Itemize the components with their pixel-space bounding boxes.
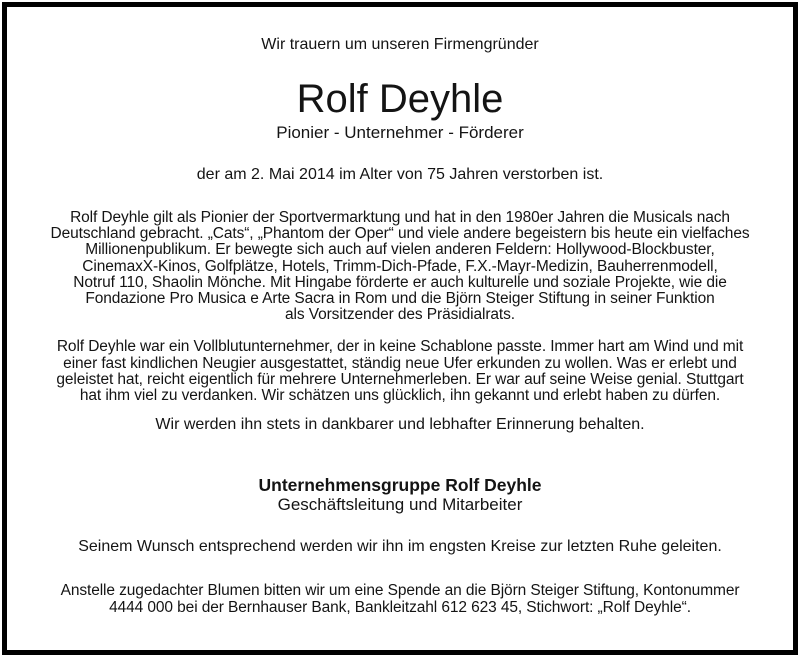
farewell-line: Seinem Wunsch entsprechend werden wir ihn im engsten Kreise zur letzten Ruhe geleiten. <box>78 538 722 556</box>
paragraph-line: Rolf Deyhle war ein Vollblutunternehmer, der in keine Schablone passte. Immer hart am Wind und mit <box>56 338 744 356</box>
death-date-line: der am 2. Mai 2014 im Alter von 75 Jahren verstorben ist. <box>196 166 604 183</box>
obituary-content <box>7 7 793 650</box>
paragraph-line: hat ihm viel zu verdanken. Wir schätzen uns glücklich, ihn gekannt und erlebt haben zu dürfen. <box>79 387 721 405</box>
paragraph-line: Fondazione Pro Musica e Arte Sacra in Rom und die Björn Steiger Stiftung in seiner Funktion <box>85 290 715 308</box>
signature-company: Unternehmensgruppe Rolf Deyhle <box>258 475 542 496</box>
paragraph-line: CinemaxX-Kinos, Golfplätze, Hotels, Trimm-Dich-Pfade, F.X.-Mayr-Medizin, Bauherrenmodell, <box>82 257 718 275</box>
signature-staff: Geschäftsleitung und Mitarbeiter <box>277 495 523 515</box>
paragraph-line: Millionenpublikum. Er bewegte sich auch auf vielen anderen Feldern: Hollywood-Blockbuster, <box>85 241 715 259</box>
remembrance-line: Wir werden ihn stets in dankbarer und lebhafter Erinnerung behalten. <box>155 416 645 434</box>
paragraph-line: als Vorsitzender des Präsidialrats. <box>285 306 515 324</box>
obituary-paragraph-2 <box>7 339 793 404</box>
paragraph-line: Deutschland gebracht. „Cats“, „Phantom der Oper“ und viele andere begeistern bis heute ein vielfaches <box>50 225 750 243</box>
paragraph-line: Notruf 110, Shaolin Mönche. Mit Hingabe förderte er auch kulturelle und soziale Projekte, wie die <box>73 273 727 291</box>
paragraph-line: einer fast kindlichen Neugier ausgestattet, ständig neue Ufer erkunden zu wollen. Was er erlebt und <box>63 354 737 372</box>
donation-block <box>7 582 793 616</box>
donation-line: Anstelle zugedachter Blumen bitten wir um eine Spende an die Björn Steiger Stiftung, Kontonummer <box>60 582 740 600</box>
epithet-line: Pionier - Unternehmer - Förderer <box>276 123 524 142</box>
paragraph-line: geleistet hat, reicht eigentlich für mehrere Unternehmerleben. Er war auf seine Weise genial. Stuttgart <box>56 370 744 388</box>
donation-line: 4444 000 bei der Bernhauser Bank, Bankleitzahl 612 623 45, Stichwort: „Rolf Deyhle“. <box>109 599 691 617</box>
obituary-paragraph-1 <box>7 210 793 323</box>
paragraph-line: Rolf Deyhle gilt als Pionier der Sportvermarktung und hat in den 1980er Jahren die Musicals nach <box>70 209 730 226</box>
border-frame <box>2 2 798 655</box>
deceased-name: Rolf Deyhle <box>296 77 504 121</box>
signature-block <box>7 475 793 515</box>
mourning-intro: Wir trauern um unseren Firmengründer <box>261 36 539 53</box>
